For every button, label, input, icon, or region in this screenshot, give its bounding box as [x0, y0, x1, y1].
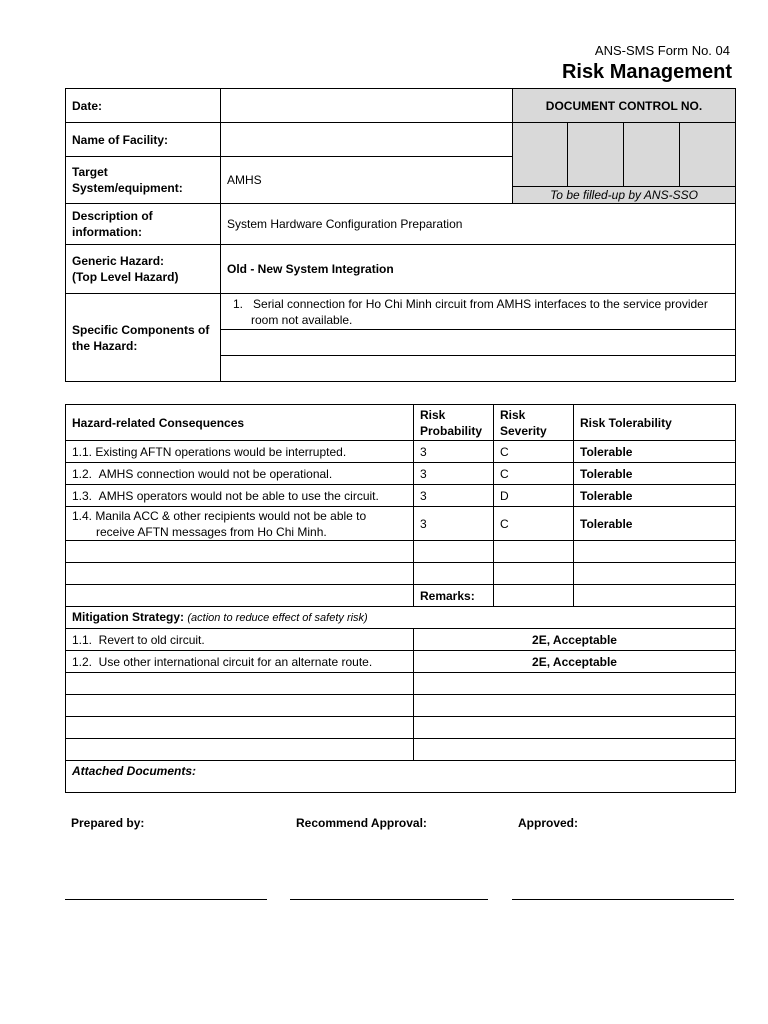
tolerability-header: Risk Tolerability [574, 405, 736, 441]
doc-control-box-1[interactable] [513, 123, 568, 187]
empty-cell[interactable] [574, 541, 736, 563]
description-field[interactable]: System Hardware Configuration Preparation [221, 204, 736, 245]
probability-header: Risk Probability [414, 405, 494, 441]
prepared-by-label: Prepared by: [71, 816, 145, 830]
specific-component-2[interactable] [221, 330, 736, 356]
consequence-row [66, 507, 736, 541]
empty-cell[interactable] [66, 739, 414, 761]
recommend-approval-signature-line[interactable] [290, 899, 488, 900]
facility-field[interactable] [221, 123, 513, 157]
consequence-tolerability[interactable]: Tolerable [574, 485, 736, 507]
doc-control-box-4[interactable] [680, 123, 736, 187]
doc-control-box-3[interactable] [624, 123, 680, 187]
target-label: Target System/equipment: [66, 157, 221, 204]
empty-cell[interactable] [414, 563, 494, 585]
empty-cell[interactable] [414, 695, 736, 717]
empty-cell[interactable] [414, 739, 736, 761]
consequence-probability[interactable]: 3 [414, 485, 494, 507]
mitigation-row-empty [66, 673, 736, 695]
mitigation-text[interactable]: 1.2. Use other international circuit for an alternate route. [66, 651, 414, 673]
consequence-text[interactable]: 1.4. Manila ACC & other recipients would not be able to receive AFTN messages from Ho Chi Minh. [66, 507, 414, 541]
info-table [65, 88, 736, 382]
consequence-text[interactable]: 1.3. AMHS operators would not be able to use the circuit. [66, 485, 414, 507]
empty-cell[interactable] [66, 563, 414, 585]
mitigation-row [66, 651, 736, 673]
consequence-tolerability[interactable]: Tolerable [574, 441, 736, 463]
consequence-severity[interactable]: D [494, 485, 574, 507]
consequence-row [66, 441, 736, 463]
mitigation-row [66, 629, 736, 651]
consequence-tolerability[interactable]: Tolerable [574, 463, 736, 485]
generic-hazard-label: Generic Hazard: (Top Level Hazard) [66, 245, 221, 294]
severity-header: Risk Severity [494, 405, 574, 441]
attached-documents[interactable]: Attached Documents: [66, 761, 736, 793]
mitigation-result[interactable]: 2E, Acceptable [414, 651, 736, 673]
empty-cell[interactable] [66, 541, 414, 563]
empty-cell[interactable] [494, 541, 574, 563]
generic-hazard-field[interactable]: Old - New System Integration [221, 245, 736, 294]
remarks-label: Remarks: [414, 585, 494, 607]
consequence-text[interactable]: 1.1. Existing AFTN operations would be interrupted. [66, 441, 414, 463]
description-label: Description of information: [66, 204, 221, 245]
date-label: Date: [66, 89, 221, 123]
form-title: Risk Management [561, 61, 732, 83]
approved-label: Approved: [518, 816, 578, 830]
doc-control-label: DOCUMENT CONTROL NO. [513, 89, 736, 123]
remarks-field[interactable] [494, 585, 574, 607]
risk-table [65, 404, 736, 793]
consequence-row [66, 485, 736, 507]
consequence-row-empty [66, 541, 736, 563]
facility-label: Name of Facility: [66, 123, 221, 157]
approved-signature-line[interactable] [512, 899, 734, 900]
doc-control-note: To be filled-up by ANS-SSO [513, 187, 736, 204]
recommend-approval-label: Recommend Approval: [296, 816, 427, 830]
specific-components-label: Specific Components of the Hazard: [66, 294, 221, 382]
consequence-probability[interactable]: 3 [414, 463, 494, 485]
specific-component-1[interactable]: 1. Serial connection for Ho Chi Minh circuit from AMHS interfaces to the service provider room not available. [221, 294, 736, 330]
empty-cell[interactable] [66, 717, 414, 739]
consequence-severity[interactable]: C [494, 441, 574, 463]
mitigation-row-empty [66, 739, 736, 761]
consequence-header: Hazard-related Consequences [66, 405, 414, 441]
target-field[interactable]: AMHS [221, 157, 513, 204]
consequence-probability[interactable]: 3 [414, 507, 494, 541]
mitigation-row-empty [66, 717, 736, 739]
empty-cell[interactable] [574, 585, 736, 607]
mitigation-row-empty [66, 695, 736, 717]
doc-control-box-2[interactable] [568, 123, 624, 187]
consequence-probability[interactable]: 3 [414, 441, 494, 463]
prepared-by-signature-line[interactable] [65, 899, 267, 900]
consequence-row-empty [66, 563, 736, 585]
mitigation-text[interactable]: 1.1. Revert to old circuit. [66, 629, 414, 651]
empty-cell[interactable] [414, 717, 736, 739]
empty-cell[interactable] [414, 673, 736, 695]
consequence-tolerability[interactable]: Tolerable [574, 507, 736, 541]
empty-cell[interactable] [494, 563, 574, 585]
date-field[interactable] [221, 89, 513, 123]
consequence-severity[interactable]: C [494, 463, 574, 485]
mitigation-result[interactable]: 2E, Acceptable [414, 629, 736, 651]
empty-cell[interactable] [414, 541, 494, 563]
specific-component-3[interactable] [221, 356, 736, 382]
consequence-row [66, 463, 736, 485]
consequence-severity[interactable]: C [494, 507, 574, 541]
empty-cell[interactable] [66, 695, 414, 717]
form-number: ANS-SMS Form No. 04 [594, 43, 730, 58]
empty-cell[interactable] [574, 563, 736, 585]
mitigation-header: Mitigation Strategy: (action to reduce effect of safety risk) [66, 607, 736, 629]
empty-cell[interactable] [66, 673, 414, 695]
consequence-text[interactable]: 1.2. AMHS connection would not be operational. [66, 463, 414, 485]
empty-cell[interactable] [66, 585, 414, 607]
